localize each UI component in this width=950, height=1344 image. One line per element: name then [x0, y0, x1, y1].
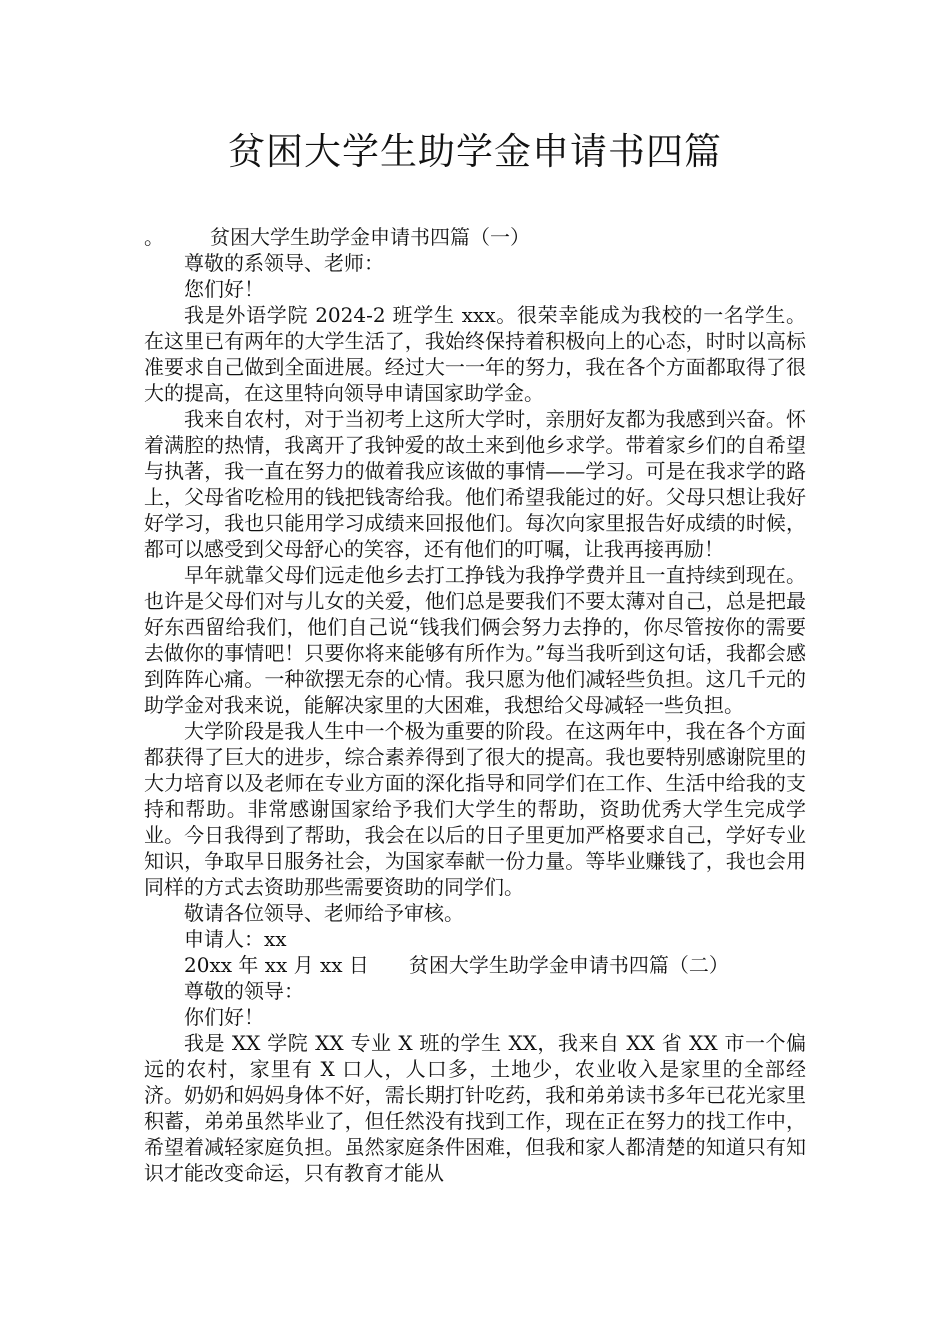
paragraph: 大学阶段是我人生中一个极为重要的阶段。在这两年中，我在各个方面都获得了巨大的进步，综合素养得到了很大的提高。我也要特别感谢院里的大力培育以及老师在专业方面的深化指导和同学们在工作、生活中给我的支持和帮助。非常感谢国家给予我们大学生的帮助，资助优秀大学生完成学业。今日我得到了帮助，我会在以后的日子里更加严格要求自己，学好专业知识，争取早日服务社会，为国家奉献一份力量。等毕业赚钱了，我也会用同样的方式去资助那些需要资助的同学们。 — [144, 719, 806, 899]
date: 20xx 年 xx 月 xx 日 — [184, 953, 369, 977]
section-heading-1 — [144, 224, 806, 250]
section-heading-text: 贫困大学生助学金申请书四篇（一） — [210, 225, 530, 249]
list-marker: 。 — [144, 225, 164, 249]
section-heading-2: 贫困大学生助学金申请书四篇（二） — [408, 953, 729, 977]
date-and-heading-line — [144, 952, 806, 978]
paragraph: 我来自农村，对于当初考上这所大学时，亲朋好友都为我感到兴奋。怀着满腔的热情，我离开了我钟爱的故土来到他乡求学。带着家乡们的自希望与执著，我一直在努力的做着我应该做的事情——学习。可是在我求学的路上，父母省吃检用的钱把钱寄给我。他们希望我能过的好。父母只想让我好好学习，我也只能用学习成绩来回报他们。每次向家里报告好成绩的时候，都可以感受到父母舒心的笑容，还有他们的叮嘱，让我再接再励！ — [144, 407, 806, 561]
paragraph: 我是 XX 学院 XX 专业 X 班的学生 XX，我来自 XX 省 XX 市一个偏远的农村，家里有 X 口人，人口多，土地少，农业收入是家里的全部经济。奶奶和妈妈身体不好，需长期打针吃药，我和弟弟读书多年已花光家里积蓄，弟弟虽然毕业了，但任然没有找到工作，现在正在努力的找工作中，希望着减轻家庭负担。虽然家庭条件困难，但我和家人都清楚的知道只有知识才能改变命运，只有教育才能从 — [144, 1031, 806, 1185]
paragraph: 我是外语学院 2024-2 班学生 xxx。很荣幸能成为我校的一名学生。在这里已有两年的大学生活了，我始终保持着积极向上的心态，时时以高标准要求自己做到全面进展。经过大一一年的努力，我在各个方面都取得了很大的提高，在这里特向领导申请国家助学金。 — [144, 303, 806, 405]
greeting: 你们好！ — [184, 1005, 264, 1029]
salutation: 尊敬的系领导、老师： — [184, 251, 384, 275]
applicant-line: 申请人：xx — [184, 927, 287, 951]
greeting: 您们好！ — [184, 277, 264, 301]
paragraph: 早年就靠父母们远走他乡去打工挣钱为我挣学费并且一直持续到现在。也许是父母们对与儿女的关爱，他们总是要我们不要太薄对自己，总是把最好东西留给我们，他们自己说“钱我们俩会努力去挣的，你尽管按你的需要去做你的事情吧！只要你将来能够有所作为。”每当我听到这句话，我都会感到阵阵心痛。一种欲摆无奈的心情。我只愿为他们减轻些负担。这几千元的助学金对我来说，能解决家里的大困难，我想给父母减轻一些负担。 — [144, 563, 806, 717]
document-title: 贫困大学生助学金申请书四篇 — [228, 130, 722, 173]
document-body — [144, 224, 806, 1186]
salutation: 尊敬的领导： — [184, 979, 304, 1003]
paragraph: 敬请各位领导、老师给予审核。 — [184, 901, 464, 925]
